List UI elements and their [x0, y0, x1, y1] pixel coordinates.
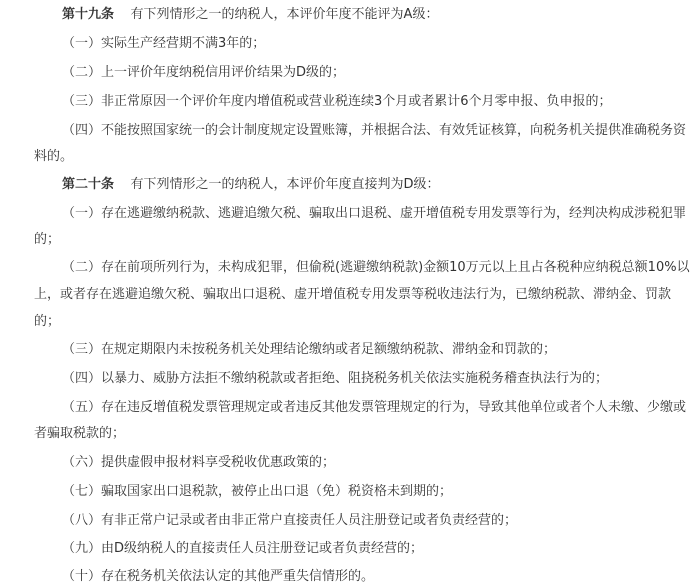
article-19-heading-line — [62, 6, 438, 24]
article-19-item: （二）上一评价年度纳税信用评价结果为D级的； — [62, 65, 346, 80]
article-19-item-continuation: 料的。 — [34, 149, 74, 164]
article-20-number: 第二十条 — [62, 177, 115, 192]
article-19-item: （三）非正常原因一个评价年度内增值税或营业税连续3个月或者累计6个月零申报、负申报的； — [62, 94, 612, 109]
article-20-item: （十）存在税务机关依法认定的其他严重失信情形的。 — [62, 569, 375, 584]
article-20-item-continuation: 的； — [34, 314, 61, 329]
article-20-item: （八）有非正常户记录或者由非正常户直接责任人员注册登记或者负责经营的； — [62, 513, 518, 528]
article-20-item: （一）存在逃避缴纳税款、逃避追缴欠税、骗取出口退税、虚开增值税专用发票等行为，经判决构成涉税犯罪 — [62, 206, 687, 221]
article-20-heading-line — [62, 176, 440, 194]
article-20-item: （三）在规定期限内未按税务机关处理结论缴纳或者足额缴纳税款、滞纳金和罚款的； — [62, 342, 557, 357]
article-19-intro: 有下列情形之一的纳税人，本评价年度不能评为A级： — [130, 7, 439, 22]
article-19-item: （一）实际生产经营期不满3年的； — [62, 36, 266, 51]
article-20-item: （六）提供虚假申报材料享受税收优惠政策的； — [62, 455, 336, 470]
article-20-item-continuation: 者骗取税款的； — [34, 426, 126, 441]
article-20-item: （七）骗取国家出口退税款，被停止出口退（免）税资格未到期的； — [62, 484, 453, 499]
article-20-item-continuation: 上，或者存在逃避追缴欠税、骗取出口退税、虚开增值税专用发票等税收违法行为，已缴纳税款、滞纳金、罚款 — [34, 287, 672, 302]
article-20-item: （五）存在违反增值税发票管理规定或者违反其他发票管理规定的行为，导致其他单位或者个人未缴、少缴或 — [62, 400, 687, 415]
article-19-item: （四）不能按照国家统一的会计制度规定设置账簿，并根据合法、有效凭证核算，向税务机关提供准确税务资 — [62, 123, 687, 138]
article-20-item: （二）存在前项所列行为，未构成犯罪，但偷税(逃避缴纳税款)金额10万元以上且占各税种应纳税总额10%以 — [62, 260, 690, 275]
article-20-intro: 有下列情形之一的纳税人，本评价年度直接判为D级： — [130, 177, 440, 192]
article-20-item-continuation: 的； — [34, 232, 61, 247]
article-20-item: （四）以暴力、威胁方法拒不缴纳税款或者拒绝、阻挠税务机关依法实施税务稽查执法行为的； — [62, 371, 609, 386]
article-19-number: 第十九条 — [62, 7, 115, 22]
article-20-item: （九）由D级纳税人的直接责任人员注册登记或者负责经营的； — [62, 541, 424, 556]
